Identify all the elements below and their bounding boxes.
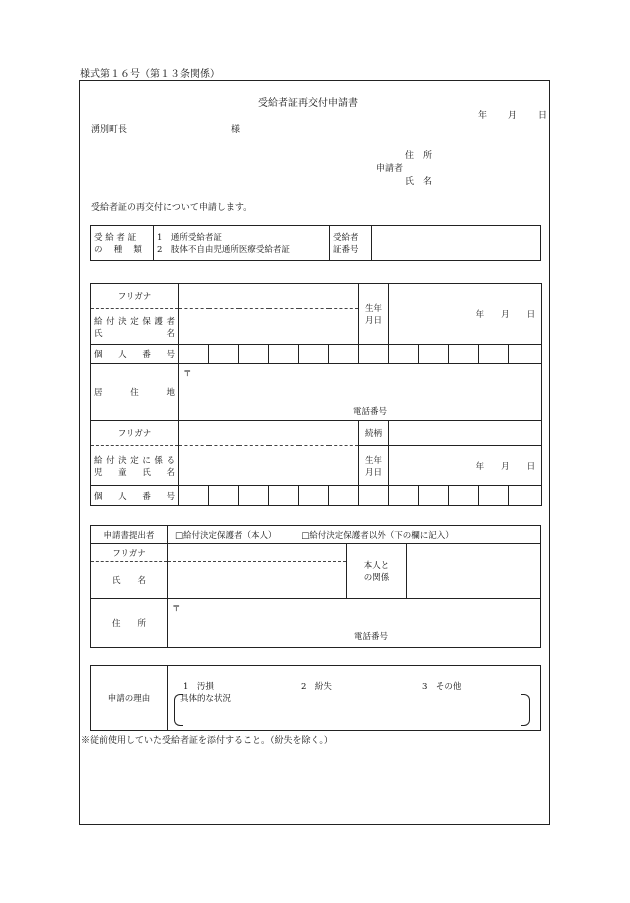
submitter-label: 申請書提出者 <box>91 526 168 544</box>
reason-label: 申請の理由 <box>91 666 168 731</box>
form-number: 様式第１６号（第１３条関係） <box>80 69 220 80</box>
addressee-sama: 様 <box>231 125 241 135</box>
applicant-name-label: 氏 名 <box>405 177 433 187</box>
child-birth-line1: 生年 <box>365 455 383 466</box>
reason-option-soiled[interactable]: 1 汚損 <box>183 682 214 692</box>
guardian-birth-date: 年 月 日 <box>475 310 536 320</box>
submitter-name-field[interactable] <box>168 562 347 599</box>
submitter-relation-line2: の関係 <box>363 573 390 583</box>
cert-number-label-line1: 受給者 <box>333 233 359 243</box>
guardian-residence-label: 居 住 地 <box>91 364 179 421</box>
child-birth-date: 年 月 日 <box>475 461 536 472</box>
child-mynumber-digit[interactable] <box>479 486 509 506</box>
child-name-line2: 児 童 氏 名 <box>94 467 175 478</box>
cert-type-option-1: 1 通所受給者証 <box>157 233 222 243</box>
child-furigana-label: フリガナ <box>91 421 179 446</box>
cert-type-table <box>90 225 541 261</box>
guardian-mynumber-label: 個 人 番 号 <box>91 345 179 364</box>
submitter-table <box>90 525 541 648</box>
cert-number-field[interactable] <box>372 226 541 261</box>
addressee-town: 湧別町長 <box>91 125 128 135</box>
cert-type-option-2: 2 肢体不自由児通所医療受給者証 <box>157 245 290 255</box>
cert-type-options <box>154 226 330 261</box>
request-text: 受給者証の再交付について申請します。 <box>91 203 253 213</box>
guardian-birth-label <box>359 284 389 345</box>
child-relation-label: 続柄 <box>359 421 389 446</box>
guardian-mynumber-digit[interactable] <box>299 345 329 364</box>
submitter-options <box>168 526 541 544</box>
guardian-mynumber-digit[interactable] <box>479 345 509 364</box>
cert-number-label-line2: 証番号 <box>333 245 359 255</box>
applicant-address-label: 住 所 <box>405 151 433 161</box>
form-title: 受給者証再交付申請書 <box>258 98 358 109</box>
child-mynumber-digit[interactable] <box>509 486 542 506</box>
guardian-residence-field[interactable] <box>179 364 542 421</box>
guardian-mynumber-digit[interactable] <box>449 345 479 364</box>
guardian-mynumber-digit[interactable] <box>179 345 209 364</box>
child-name-label <box>91 446 179 486</box>
guardian-name-label <box>91 309 179 345</box>
guardian-mynumber-digit[interactable] <box>419 345 449 364</box>
cert-number-label <box>330 226 372 261</box>
submitter-relation-label <box>347 544 407 599</box>
child-furigana-field[interactable] <box>179 421 359 446</box>
child-name-field[interactable] <box>179 446 359 486</box>
guardian-birth-field[interactable] <box>389 284 542 345</box>
submitter-relation-line1: 本人と <box>363 561 390 571</box>
date-year: 年 <box>478 111 488 121</box>
child-birth-line2: 月日 <box>365 467 383 478</box>
guardian-mynumber-digit[interactable] <box>509 345 542 364</box>
child-birth-label <box>359 446 389 486</box>
child-name-line1: 給付決定に係る <box>94 455 175 466</box>
date-month: 月 <box>508 111 518 121</box>
guardian-mynumber-digit[interactable] <box>389 345 419 364</box>
child-relation-field[interactable] <box>389 421 542 446</box>
guardian-mynumber-digit[interactable] <box>269 345 299 364</box>
cert-type-label-line2: の 種 類 <box>94 245 142 255</box>
footnote: ※従前使用していた受給者証を添付すること。（紛失を除く。） <box>81 736 333 746</box>
reason-detail-label: 具体的な状況 <box>180 694 232 704</box>
guardian-furigana-field[interactable] <box>179 284 359 309</box>
child-mynumber-digit[interactable] <box>329 486 359 506</box>
guardian-birth-line1: 生年 <box>365 304 383 314</box>
submitter-furigana-label: フリガナ <box>91 544 168 562</box>
child-mynumber-label: 個 人 番 号 <box>91 486 179 506</box>
child-mynumber-digit[interactable] <box>239 486 269 506</box>
date-day: 日 <box>538 111 548 121</box>
guardian-mynumber-digit[interactable] <box>209 345 239 364</box>
reason-field[interactable] <box>168 666 541 731</box>
guardian-postal-mark: 〒 <box>183 369 192 379</box>
submitter-option-other[interactable]: □給付決定保護者以外（下の欄に記入） <box>301 530 454 541</box>
reason-detail-bracket-right <box>521 694 530 726</box>
child-mynumber-digit[interactable] <box>389 486 419 506</box>
guardian-name-line2: 氏 名 <box>94 328 175 339</box>
child-mynumber-digit[interactable] <box>179 486 209 506</box>
guardian-mynumber-digit[interactable] <box>239 345 269 364</box>
guardian-name-line1: 給付決定保護者 <box>94 316 175 327</box>
submitter-address-field[interactable] <box>168 599 541 648</box>
child-mynumber-digit[interactable] <box>209 486 239 506</box>
cert-type-label <box>91 226 154 261</box>
guardian-mynumber-digit[interactable] <box>359 345 389 364</box>
applicant-label: 申請者 <box>376 164 404 174</box>
reason-option-lost[interactable]: 2 紛失 <box>301 682 332 692</box>
child-birth-field[interactable] <box>389 446 542 486</box>
submitter-phone-label: 電話番号 <box>354 632 389 642</box>
child-mynumber-digit[interactable] <box>419 486 449 506</box>
submitter-relation-field[interactable] <box>407 544 541 599</box>
child-mynumber-digit[interactable] <box>359 486 389 506</box>
submitter-name-label: 氏 名 <box>91 562 168 599</box>
child-mynumber-digit[interactable] <box>269 486 299 506</box>
guardian-birth-line2: 月日 <box>365 316 383 326</box>
submitter-address-label: 住 所 <box>91 599 168 648</box>
submitter-option-self[interactable]: □給付決定保護者（本人） <box>175 530 277 541</box>
cert-type-label-line1: 受 給 者 証 <box>94 233 137 243</box>
guardian-phone-label: 電話番号 <box>353 407 388 417</box>
child-mynumber-digit[interactable] <box>299 486 329 506</box>
child-mynumber-digit[interactable] <box>449 486 479 506</box>
reason-option-other[interactable]: 3 その他 <box>422 682 462 692</box>
submitter-furigana-field[interactable] <box>168 544 347 562</box>
guardian-name-field[interactable] <box>179 309 359 345</box>
guardian-child-table <box>90 283 542 506</box>
reason-table <box>90 665 541 731</box>
guardian-mynumber-digit[interactable] <box>329 345 359 364</box>
guardian-furigana-label: フリガナ <box>91 284 179 309</box>
submitter-postal-mark: 〒 <box>172 604 181 614</box>
